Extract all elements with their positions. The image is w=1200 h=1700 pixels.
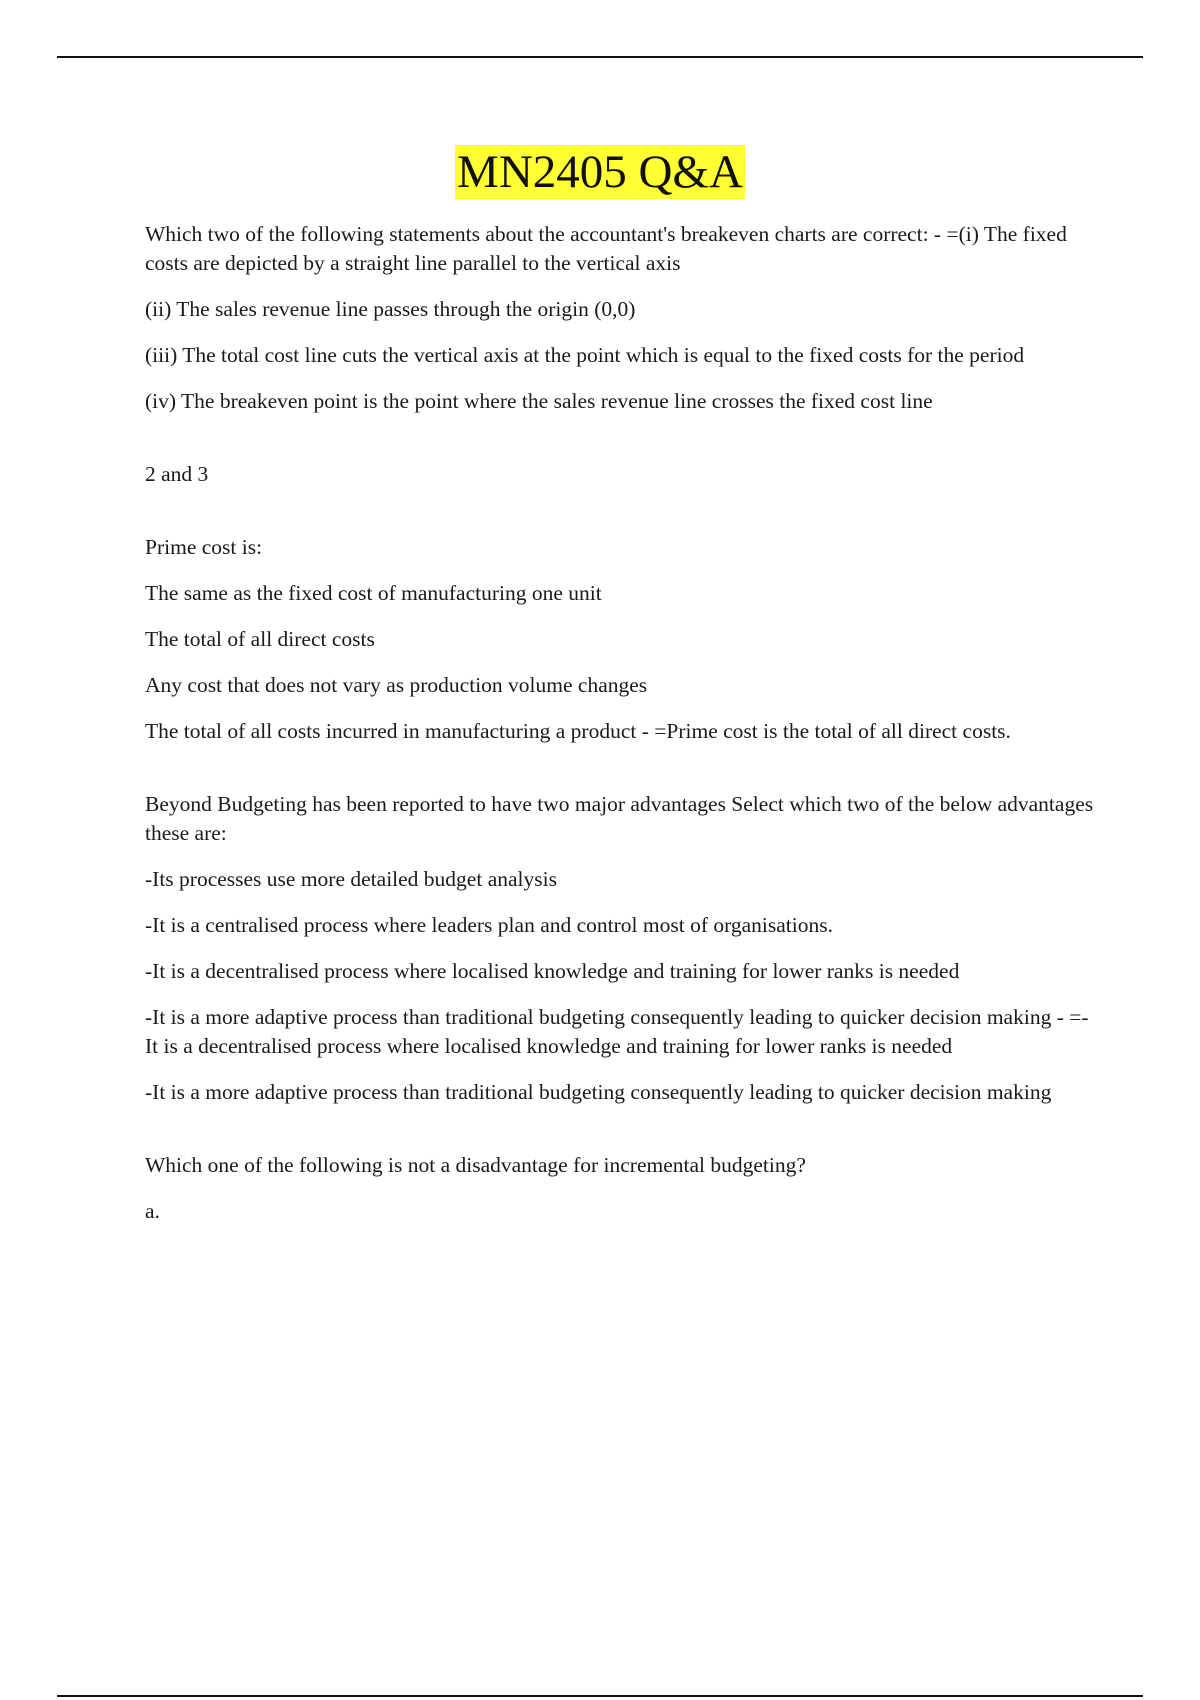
q1-answer: 2 and 3 bbox=[145, 462, 209, 486]
q3-option: -It is a decentralised process where localised knowledge and training for lower ranks is needed bbox=[145, 959, 960, 983]
q2-option: The same as the fixed cost of manufacturing one unit bbox=[145, 581, 602, 605]
q2-option: The total of all costs incurred in manufacturing a product - =Prime cost is the total of all direct costs. bbox=[145, 719, 1011, 743]
q3-option: -It is a more adaptive process than traditional budgeting consequently leading to quicker decision making bbox=[145, 1080, 1052, 1104]
q1-intro: Which two of the following statements about the accountant's breakeven charts are correct: - =(i) The fixed costs are depicted by a straight line parallel to the vertical axis bbox=[145, 222, 1067, 275]
q3-option: -Its processes use more detailed budget analysis bbox=[145, 867, 557, 891]
q4-option-a: a. bbox=[145, 1199, 160, 1223]
top-rule bbox=[57, 56, 1143, 58]
q3-option: -It is a centralised process where leaders plan and control most of organisations. bbox=[145, 913, 833, 937]
q2-question: Prime cost is: bbox=[145, 535, 263, 559]
q3-question: Beyond Budgeting has been reported to have two major advantages Select which two of the below advantages these are: bbox=[145, 792, 1094, 845]
q1-statement-ii: (ii) The sales revenue line passes through the origin (0,0) bbox=[145, 297, 636, 321]
bottom-rule bbox=[57, 1695, 1143, 1697]
q1-statement-iv: (iv) The breakeven point is the point where the sales revenue line crosses the fixed cost line bbox=[145, 389, 933, 413]
q4-question: Which one of the following is not a disadvantage for incremental budgeting? bbox=[145, 1153, 806, 1177]
title-container bbox=[0, 145, 1200, 199]
q1-statement-iii: (iii) The total cost line cuts the vertical axis at the point which is equal to the fixed costs for the period bbox=[145, 343, 1025, 367]
document-body bbox=[145, 220, 1100, 1243]
q3-option: -It is a more adaptive process than traditional budgeting consequently leading to quicker decision making - =-It is a decentralised process where localised knowledge and training for lower ranks is needed bbox=[145, 1005, 1089, 1058]
document-title: MN2405 Q&A bbox=[457, 146, 743, 198]
q2-option: The total of all direct costs bbox=[145, 627, 375, 651]
q2-option: Any cost that does not vary as production volume changes bbox=[145, 673, 648, 697]
